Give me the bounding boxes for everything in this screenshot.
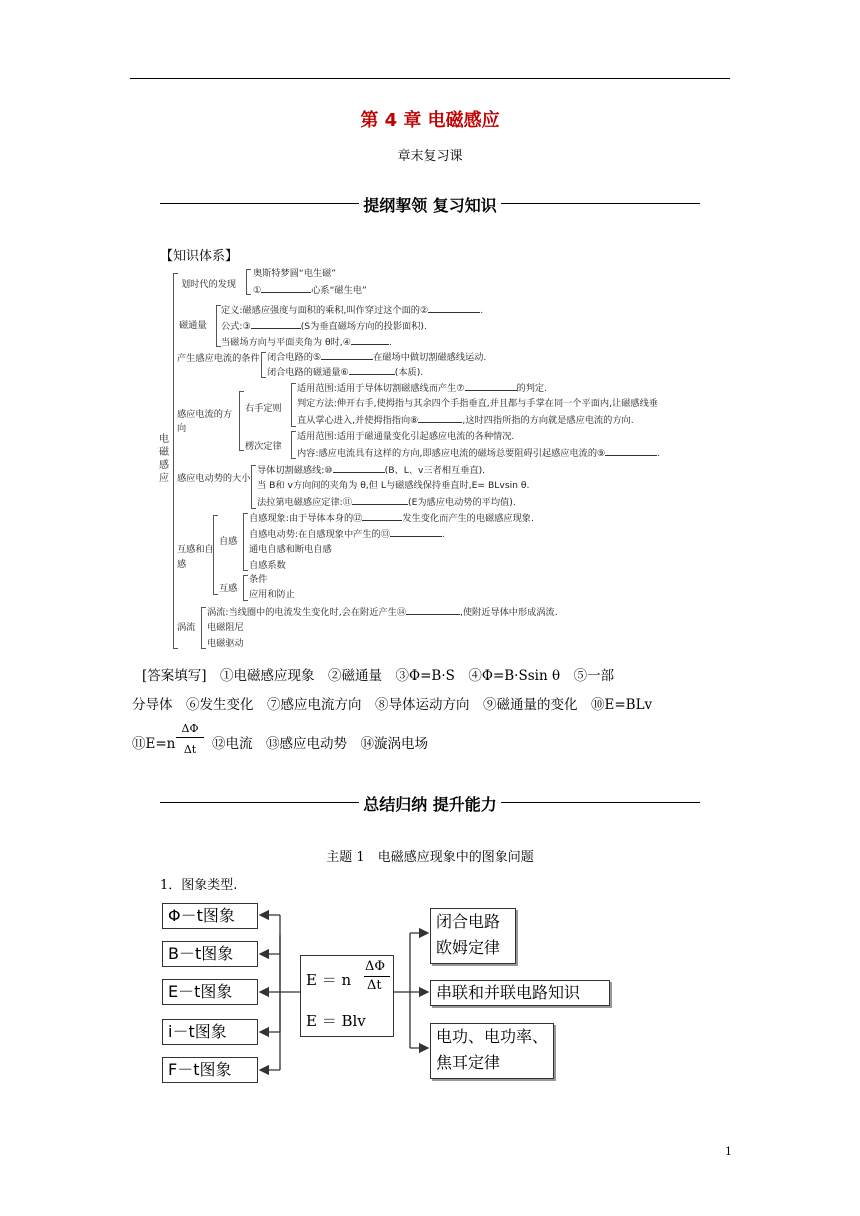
section-heading-summary-text: 总结归纳 提升能力 xyxy=(359,795,501,814)
self-brace xyxy=(243,513,248,571)
emf-brace xyxy=(251,465,256,509)
flux-3: 当磁场方向与平面夹角为 θ时,④ . xyxy=(221,337,392,348)
formula-box xyxy=(300,955,394,1037)
graph-type-b-t: B－t图象 xyxy=(162,941,258,967)
era-1: 奥斯特梦圆“电生磁” xyxy=(253,268,337,279)
era-title: 划时代的发现 xyxy=(181,279,237,290)
flux-1: 定义:磁感应强度与面积的乘积,叫作穿过这个面的② . xyxy=(221,305,484,316)
flux-2: 公式:③ (S为垂直磁场方向的投影面积). xyxy=(221,321,427,332)
rh-brace xyxy=(291,383,296,427)
section-heading-summary xyxy=(160,792,700,814)
lenz-brace xyxy=(291,431,296,459)
subtitle: 章末复习课 xyxy=(397,149,463,164)
eddy-3: 电磁驱动 xyxy=(207,638,244,649)
answers-line-2: 分导体 ⑥发生变化 ⑦感应电流方向 ⑧导体运动方向 ⑨磁通量的变化 ⑩E=BLv xyxy=(132,697,653,713)
graph-type-f-t: F－t图象 xyxy=(162,1057,258,1083)
lenz-1: 适用范围:适用于磁通量变化引起感应电流的各种情况. xyxy=(297,431,515,442)
mutual-title: 互感 xyxy=(219,583,238,594)
eddy-1: 涡流:当线圈中的电流发生变化时,会在附近产生⑭ ,使附近导体中形成涡流. xyxy=(207,607,558,618)
rh-1: 适用范围:适用于导体切割磁感线而产生⑦ 的判定. xyxy=(297,383,548,394)
eddy-brace xyxy=(201,607,206,649)
emf-3: 法拉第电磁感应定律:⑪ (E为感应电动势的平均值). xyxy=(257,497,516,508)
mutual-brace xyxy=(243,575,248,601)
eddy-title: 涡流 xyxy=(177,622,196,633)
lenz-title: 楞次定律 xyxy=(245,441,282,452)
formula-faraday-num: ΔΦ xyxy=(365,959,386,974)
concept-power-joule: 电功、电功率、 焦耳定律 xyxy=(430,1023,554,1079)
graph-type-i-t: i－t图象 xyxy=(162,1019,258,1045)
self-3: 通电自感和断电自感 xyxy=(249,544,332,555)
topic-title: 主题 1 电磁感应现象中的图象问题 xyxy=(326,850,534,865)
dir-title: 感应电流的方向 xyxy=(177,409,233,434)
fraction-bar xyxy=(364,976,390,977)
concept-series-parallel: 串联和并联电路知识 xyxy=(430,980,610,1006)
root-brace xyxy=(173,273,178,649)
self-title: 自感 xyxy=(219,536,238,547)
answers-line-3: ⑪E=n ΔΦ Δt ⑫电流 ⑬感应电动势 ⑭漩涡电场 xyxy=(132,722,428,756)
mi-title: 互感和自感 xyxy=(177,544,214,570)
chapter-title: 第 4 章 电磁感应 xyxy=(360,110,500,131)
cond-1: 闭合电路的⑤ 在磁场中做切割磁感线运动. xyxy=(267,352,487,363)
emf-1: 导体切割磁感线:⑩ (B、L、v三者相互垂直). xyxy=(257,465,486,476)
cond-2: 闭合电路的磁通量⑥ (本质). xyxy=(267,367,424,378)
knowledge-tree xyxy=(155,265,755,657)
emf-2: 当 B和 v方向间的夹角为 θ,但 L与磁感线保持垂直时,E= BLvsin θ. xyxy=(257,480,530,491)
formula-motional: E ＝ Blv xyxy=(306,1012,366,1030)
knowledge-label: 【知识体系】 xyxy=(160,249,239,264)
page-number: 1 xyxy=(725,1145,732,1158)
section-heading-review-text: 提纲挈领 复习知识 xyxy=(359,196,501,215)
topic-item-1: 1．图象类型. xyxy=(160,878,238,893)
cond-brace xyxy=(261,352,266,378)
rh-3: 直从掌心进入,并使拇指指向⑧ ,这时四指所指的方向就是感应电流的方向. xyxy=(297,415,634,426)
eddy-2: 电磁阻尼 xyxy=(207,622,244,633)
self-2: 自感电动势:在自感现象中产生的⑬ . xyxy=(249,529,445,540)
era-2: ① 心系“磁生电” xyxy=(253,285,367,296)
section-heading-review xyxy=(160,193,700,215)
rh-2: 判定方法:伸开右手,使拇指与其余四个手指垂直,并且都与手掌在同一个平面内,让磁感线垂 xyxy=(297,398,658,409)
mi-brace xyxy=(213,515,218,595)
cond-title: 产生感应电流的条件 xyxy=(177,353,260,364)
formula-faraday-den: Δt xyxy=(367,978,382,993)
self-1: 自感现象:由于导体本身的⑫ 发生变化而产生的电磁感应现象. xyxy=(249,513,534,524)
dir-brace xyxy=(239,391,244,451)
top-rule xyxy=(130,78,730,79)
concept-closed-circuit: 闭合电路 欧姆定律 xyxy=(430,908,516,964)
rh-title: 右手定则 xyxy=(245,403,282,414)
flux-title: 磁通量 xyxy=(179,320,207,331)
emf-title: 感应电动势的大小 xyxy=(177,473,251,484)
answers-line-1: [答案填写] ①电磁感应现象 ②磁通量 ③Φ=B·S ④Φ=B·Ssin θ ⑤一部 xyxy=(142,668,615,684)
formula-faraday-prefix: E ＝ n xyxy=(306,971,352,989)
era-brace xyxy=(246,269,251,295)
mutual-1: 条件 xyxy=(249,574,268,585)
lenz-2: 内容:感应电流具有这样的方向,即感应电流的磁场总要阻碍引起感应电流的⑨ . xyxy=(297,448,661,459)
mutual-2: 应用和防止 xyxy=(249,589,295,600)
graph-type-phi-t: Φ－t图象 xyxy=(162,903,258,929)
self-4: 自感系数 xyxy=(249,560,286,571)
graph-type-e-t: E－t图象 xyxy=(162,979,258,1005)
tree-root: 电磁感应 xyxy=(159,434,169,484)
